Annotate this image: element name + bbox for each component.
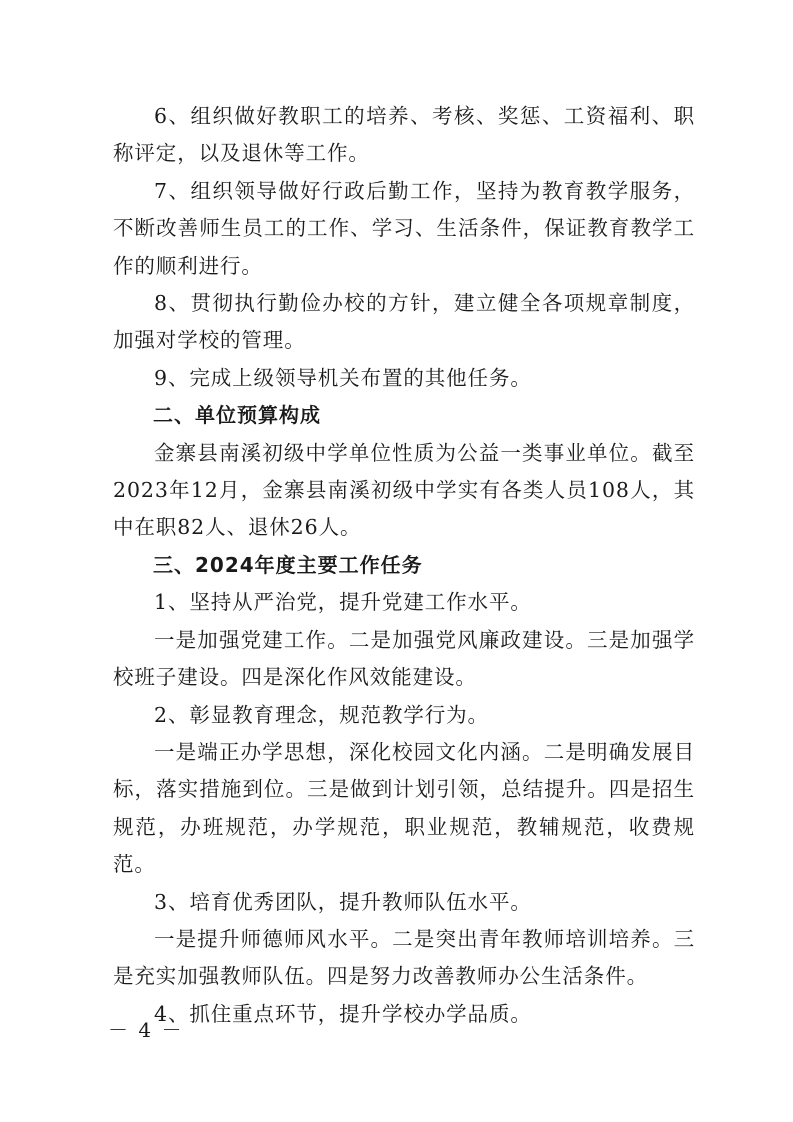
paragraph-item-9: 9、完成上级领导机关布置的其他任务。 — [154, 365, 532, 390]
task-1-detail: 一是加强党建工作。二是加强党风廉政建设。三是加强学校班子建设。四是深化作风效能建设。 — [113, 627, 695, 690]
task-2-title: 2、彰显教育理念，规范教学行为。 — [154, 702, 489, 727]
paragraph-unit-info: 金寨县南溪初级中学单位性质为公益一类事业单位。截至2023年12月，金寨县南溪初级中学实有各类人员108人，其中在职82人、退休26人。 — [113, 440, 695, 540]
task-2-detail: 一是端正办学思想，深化校园文化内涵。二是明确发展目标，落实措施到位。三是做到计划引领，总结提升。四是招生规范，办班规范，办学规范，职业规范，教辅规范，收费规范。 — [113, 739, 695, 877]
task-3-title: 3、培育优秀团队，提升教师队伍水平。 — [154, 889, 532, 914]
section-heading-tasks: 三、2024年度主要工作任务 — [153, 552, 423, 577]
paragraph-item-7: 7、组织领导做好行政后勤工作，坚持为教育教学服务，不断改善师生员工的工作、学习、生活条件，保证教育教学工作的顺利进行。 — [113, 178, 695, 278]
section-heading-budget: 二、单位预算构成 — [153, 403, 321, 428]
page-number: － 4 － — [108, 1018, 184, 1042]
task-3-detail: 一是提升师德师风水平。二是突出青年教师培训培养。三是充实加强教师队伍。四是努力改善教师办公生活条件。 — [113, 926, 695, 989]
task-4-title: 4、抓住重点环节，提升学校办学品质。 — [154, 1001, 532, 1026]
task-1-title: 1、坚持从严治党，提升党建工作水平。 — [154, 590, 532, 615]
body-text — [113, 98, 695, 1033]
paragraph-item-6: 6、组织做好教职工的培养、考核、奖惩、工资福利、职称评定，以及退休等工作。 — [113, 104, 695, 166]
paragraph-item-8: 8、贯彻执行勤俭办校的方针，建立健全各项规章制度，加强对学校的管理。 — [113, 291, 695, 353]
